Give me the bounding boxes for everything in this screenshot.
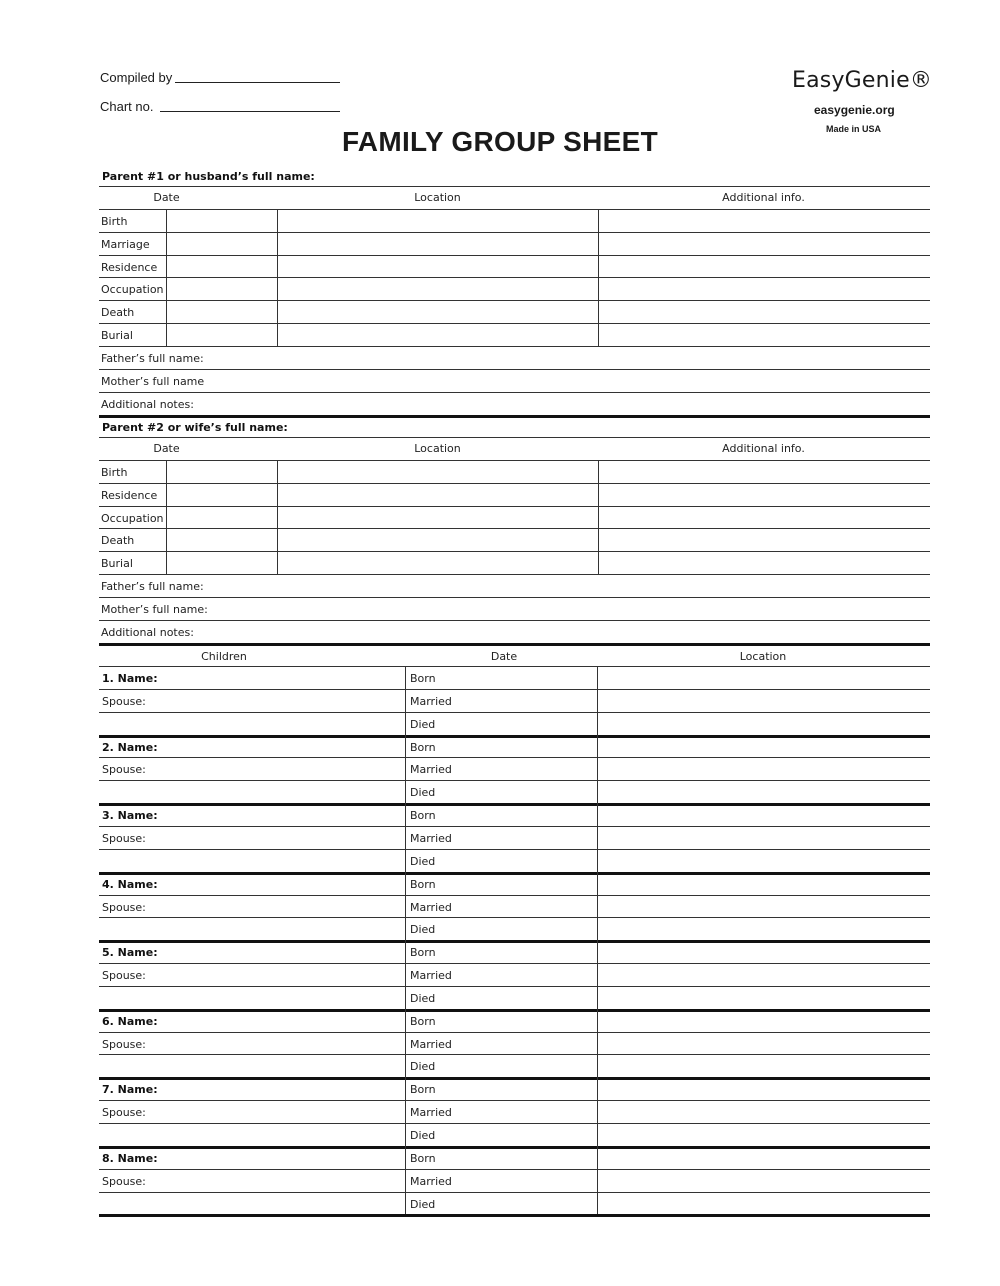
- child-location-field[interactable]: [599, 668, 927, 687]
- child-event-label: Died: [410, 1129, 436, 1142]
- child-location-field[interactable]: [599, 1034, 927, 1053]
- child-location-field[interactable]: [599, 851, 927, 870]
- parent2-location-field[interactable]: [279, 553, 596, 572]
- child-location-field[interactable]: [599, 1056, 927, 1075]
- child-name-label: 7. Name:: [102, 1083, 158, 1097]
- child-date-field[interactable]: [458, 782, 595, 801]
- column-divider: [166, 460, 167, 574]
- parent2-col-location: Location: [414, 442, 461, 455]
- child-event-label: Born: [410, 946, 436, 960]
- parent2-col-info: Additional info.: [722, 442, 805, 455]
- column-divider: [598, 209, 599, 346]
- child-event-label: Married: [410, 763, 452, 777]
- child-event-label: Married: [410, 831, 452, 845]
- child-row-line: [99, 712, 930, 713]
- parent2-date-field[interactable]: [168, 462, 275, 481]
- child-date-field[interactable]: [458, 737, 595, 756]
- column-divider: [405, 666, 406, 735]
- parent2-location-field[interactable]: [279, 485, 596, 504]
- parent1-father-name-line: [99, 369, 930, 370]
- compiled-by-label: Compiled by: [100, 70, 173, 85]
- child-name-field[interactable]: [170, 1148, 403, 1167]
- parent2-mother-name-field[interactable]: [230, 599, 927, 618]
- parent2-additional-notes-label: Additional notes:: [101, 625, 194, 639]
- child-location-field[interactable]: [599, 782, 927, 801]
- child-event-label: Died: [410, 923, 436, 937]
- child-event-label: Died: [410, 991, 436, 1005]
- child-date-field[interactable]: [458, 1034, 595, 1053]
- child-event-label: Married: [410, 969, 452, 983]
- parent2-mother-name-label: Mother’s full name:: [101, 602, 208, 616]
- parent1-col-info: Additional info.: [722, 191, 805, 204]
- child-date-field[interactable]: [458, 851, 595, 870]
- child-name-label: 8. Name:: [102, 1151, 158, 1165]
- column-divider: [597, 1077, 598, 1146]
- column-divider: [598, 460, 599, 574]
- parent2-mother-name-line: [99, 620, 930, 621]
- parent1-mother-name-label: Mother’s full name: [101, 374, 205, 388]
- child-location-field[interactable]: [599, 1011, 927, 1030]
- child-spouse-label: Spouse:: [102, 763, 146, 777]
- child-name-label: 5. Name:: [102, 946, 158, 960]
- parent2-father-name-line: [99, 597, 930, 598]
- child-date-field[interactable]: [458, 988, 595, 1007]
- child-row-line: [99, 1123, 930, 1124]
- child-location-field[interactable]: [599, 965, 927, 984]
- parent1-col-location: Location: [414, 191, 461, 204]
- parent2-date-field[interactable]: [168, 553, 275, 572]
- child-date-field[interactable]: [458, 1148, 595, 1167]
- child-spouse-field[interactable]: [170, 759, 403, 778]
- column-divider: [405, 940, 406, 1009]
- child-location-field[interactable]: [599, 1079, 927, 1098]
- child-row-line: [99, 917, 930, 918]
- child-row-line: [99, 780, 930, 781]
- parent1-event-line: [99, 232, 930, 233]
- child-location-field[interactable]: [599, 737, 927, 756]
- parent2-location-field[interactable]: [279, 530, 596, 549]
- child-event-label: Married: [410, 694, 452, 708]
- child-date-field[interactable]: [458, 1056, 595, 1075]
- parent1-heading-line: [99, 186, 930, 187]
- child-spouse-field[interactable]: [170, 691, 403, 710]
- children-col-children: Children: [201, 650, 247, 663]
- parent1-event-label: Residence: [101, 260, 158, 274]
- parent1-event-line: [99, 323, 930, 324]
- parent1-mother-name-line: [99, 392, 930, 393]
- parent2-event-label: Birth: [101, 465, 128, 479]
- parent1-info-field[interactable]: [600, 234, 927, 253]
- column-divider: [597, 940, 598, 1009]
- child-location-field[interactable]: [599, 1125, 927, 1144]
- parent2-father-name-label: Father’s full name:: [101, 580, 204, 594]
- child-location-field[interactable]: [599, 942, 927, 961]
- parent2-date-field[interactable]: [168, 530, 275, 549]
- child-spouse-label: Spouse:: [102, 900, 146, 914]
- parent2-col-date: Date: [153, 442, 180, 455]
- child-block-divider: [99, 1214, 930, 1217]
- child-event-label: Born: [410, 740, 436, 754]
- child-spouse-field[interactable]: [170, 1034, 403, 1053]
- made-in-text: Made in USA: [826, 124, 882, 134]
- child-date-field[interactable]: [458, 1171, 595, 1190]
- parent1-date-field[interactable]: [168, 302, 275, 321]
- child-event-label: Married: [410, 1106, 452, 1120]
- parent2-date-field[interactable]: [168, 485, 275, 504]
- child-event-label: Born: [410, 1014, 436, 1028]
- child-location-field[interactable]: [599, 828, 927, 847]
- page-title: FAMILY GROUP SHEET: [341, 126, 659, 157]
- child-date-field[interactable]: [458, 1011, 595, 1030]
- parent2-info-field[interactable]: [600, 553, 927, 572]
- child-spouse-field[interactable]: [170, 1102, 403, 1121]
- child-event-label: Born: [410, 809, 436, 823]
- brand-logo: EasyGenie®: [792, 68, 933, 93]
- child-name-label: 3. Name:: [102, 809, 158, 823]
- child-spouse-label: Spouse:: [102, 969, 146, 983]
- parent2-info-field[interactable]: [600, 530, 927, 549]
- parent2-event-label: Residence: [101, 488, 158, 502]
- parent1-event-label: Occupation: [101, 283, 164, 297]
- parent2-event-line: [99, 506, 930, 507]
- parent2-event-label: Burial: [101, 557, 133, 571]
- parent1-location-field[interactable]: [279, 302, 596, 321]
- column-divider: [405, 1146, 406, 1215]
- child-event-label: Born: [410, 672, 436, 685]
- parent1-info-field[interactable]: [600, 279, 927, 298]
- child-row-line: [99, 1169, 930, 1170]
- column-divider: [405, 803, 406, 872]
- parent1-info-field[interactable]: [600, 302, 927, 321]
- column-divider: [277, 460, 278, 574]
- child-event-label: Born: [410, 1083, 436, 1097]
- parent1-location-field[interactable]: [279, 257, 596, 276]
- parent2-event-line: [99, 551, 930, 552]
- parent1-event-label: Death: [101, 306, 135, 320]
- parent2-father-name-field[interactable]: [230, 576, 927, 595]
- child-date-field[interactable]: [458, 1102, 595, 1121]
- child-row-line: [99, 1054, 930, 1055]
- child-location-field[interactable]: [599, 691, 927, 710]
- child-date-field[interactable]: [458, 691, 595, 710]
- child-spouse-label: Spouse:: [102, 1037, 146, 1051]
- child-row-line: [99, 895, 930, 896]
- child-event-label: Married: [410, 1037, 452, 1051]
- children-col-date: Date: [490, 650, 518, 663]
- parent1-location-field[interactable]: [279, 325, 596, 344]
- child-event-label: Married: [410, 900, 452, 914]
- column-divider: [597, 1009, 598, 1078]
- child-location-field[interactable]: [599, 759, 927, 778]
- parent2-info-field[interactable]: [600, 508, 927, 527]
- child-date-field[interactable]: [458, 828, 595, 847]
- parent2-info-field[interactable]: [600, 485, 927, 504]
- child-spouse-label: Spouse:: [102, 694, 146, 708]
- child-location-field[interactable]: [599, 988, 927, 1007]
- parent1-date-field[interactable]: [168, 234, 275, 253]
- column-divider: [597, 803, 598, 872]
- child-name-field[interactable]: [170, 874, 403, 893]
- child-spouse-label: Spouse:: [102, 1174, 146, 1188]
- parent1-event-line: [99, 277, 930, 278]
- column-divider: [405, 1077, 406, 1146]
- column-divider: [597, 1146, 598, 1215]
- chart-no-label: Chart no.: [100, 99, 154, 114]
- child-row-line: [99, 986, 930, 987]
- child-date-field[interactable]: [458, 1125, 595, 1144]
- child-location-field[interactable]: [599, 805, 927, 824]
- child-spouse-field[interactable]: [170, 1171, 403, 1190]
- child-event-label: Born: [410, 1151, 436, 1165]
- child-row-line: [99, 1032, 930, 1033]
- child-location-field[interactable]: [599, 1102, 927, 1121]
- child-event-label: Born: [410, 877, 436, 891]
- child-event-label: Died: [410, 717, 436, 731]
- child-event-label: Died: [410, 1060, 436, 1074]
- child-location-field[interactable]: [599, 874, 927, 893]
- child-name-field[interactable]: [170, 668, 403, 687]
- child-spouse-field[interactable]: [170, 965, 403, 984]
- parent2-event-line: [99, 483, 930, 484]
- children-col-location: Location: [739, 650, 787, 663]
- website-text: easygenie.org: [814, 103, 895, 117]
- child-row-line: [99, 849, 930, 850]
- parent2-event-line: [99, 574, 930, 575]
- parent1-event-line: [99, 300, 930, 301]
- child-spouse-field[interactable]: [170, 828, 403, 847]
- parent1-event-line: [99, 255, 930, 256]
- parent1-event-label: Marriage: [101, 237, 150, 251]
- child-date-field[interactable]: [458, 1079, 595, 1098]
- parent1-info-field[interactable]: [600, 211, 927, 230]
- child-date-field[interactable]: [458, 874, 595, 893]
- child-spouse-label: Spouse:: [102, 831, 146, 845]
- parent1-location-field[interactable]: [279, 279, 596, 298]
- child-event-label: Died: [410, 854, 436, 868]
- child-row-line: [99, 757, 930, 758]
- parent1-info-field[interactable]: [600, 325, 927, 344]
- compiled-by-field[interactable]: [175, 82, 340, 83]
- parent1-heading: Parent #1 or husband’s full name:: [102, 170, 315, 183]
- parent1-additional-notes-field[interactable]: [230, 394, 927, 413]
- child-row-line: [99, 1100, 930, 1101]
- parent1-father-name-field[interactable]: [230, 348, 927, 367]
- child-date-field[interactable]: [458, 1194, 595, 1213]
- child-location-field[interactable]: [599, 714, 927, 733]
- child-location-field[interactable]: [599, 1194, 927, 1213]
- chart-no-field[interactable]: [160, 111, 340, 112]
- parent2-additional-notes-field[interactable]: [230, 622, 927, 641]
- column-divider: [405, 872, 406, 941]
- child-row-line: [99, 963, 930, 964]
- column-divider: [405, 735, 406, 804]
- child-date-field[interactable]: [458, 942, 595, 961]
- parent2-additional-notes-line: [99, 643, 930, 646]
- column-divider: [597, 872, 598, 941]
- children-colheader-line: [99, 666, 930, 667]
- parent1-date-field[interactable]: [168, 211, 275, 230]
- child-location-field[interactable]: [599, 1171, 927, 1190]
- child-date-field[interactable]: [458, 714, 595, 733]
- parent1-location-field[interactable]: [279, 234, 596, 253]
- child-name-field[interactable]: [170, 942, 403, 961]
- child-event-label: Died: [410, 1197, 436, 1211]
- child-date-field[interactable]: [458, 805, 595, 824]
- child-row-line: [99, 689, 930, 690]
- child-name-label: 2. Name:: [102, 740, 158, 754]
- child-row-line: [99, 826, 930, 827]
- column-divider: [277, 209, 278, 346]
- parent2-heading-line: [99, 437, 930, 438]
- child-date-field[interactable]: [458, 897, 595, 916]
- parent2-event-label: Death: [101, 534, 135, 548]
- parent2-location-field[interactable]: [279, 462, 596, 481]
- parent2-info-field[interactable]: [600, 462, 927, 481]
- parent2-heading: Parent #2 or wife’s full name:: [102, 421, 288, 434]
- column-divider: [597, 735, 598, 804]
- parent1-event-label: Birth: [101, 214, 128, 228]
- parent2-event-line: [99, 528, 930, 529]
- parent1-father-name-label: Father’s full name:: [101, 351, 204, 365]
- child-name-field[interactable]: [170, 805, 403, 824]
- child-event-label: Married: [410, 1174, 452, 1188]
- child-name-label: 6. Name:: [102, 1014, 158, 1028]
- child-name-field[interactable]: [170, 737, 403, 756]
- column-divider: [166, 209, 167, 346]
- parent2-colheader-line: [99, 460, 930, 461]
- parent1-location-field[interactable]: [279, 211, 596, 230]
- child-date-field[interactable]: [458, 965, 595, 984]
- child-location-field[interactable]: [599, 1148, 927, 1167]
- parent1-event-line: [99, 346, 930, 347]
- child-date-field[interactable]: [458, 668, 595, 687]
- child-location-field[interactable]: [599, 897, 927, 916]
- parent1-additional-notes-line: [99, 415, 930, 418]
- parent1-event-label: Burial: [101, 329, 133, 343]
- parent1-col-date: Date: [153, 191, 180, 204]
- child-name-label: 1. Name:: [102, 672, 158, 685]
- parent1-info-field[interactable]: [600, 257, 927, 276]
- parent1-additional-notes-label: Additional notes:: [101, 397, 194, 411]
- column-divider: [405, 1009, 406, 1078]
- child-location-field[interactable]: [599, 919, 927, 938]
- parent1-mother-name-field[interactable]: [230, 371, 927, 390]
- child-event-label: Died: [410, 786, 436, 800]
- child-spouse-field[interactable]: [170, 897, 403, 916]
- child-spouse-label: Spouse:: [102, 1106, 146, 1120]
- parent2-location-field[interactable]: [279, 508, 596, 527]
- child-date-field[interactable]: [458, 919, 595, 938]
- parent1-date-field[interactable]: [168, 325, 275, 344]
- parent2-event-label: Occupation: [101, 511, 164, 525]
- parent1-date-field[interactable]: [168, 279, 275, 298]
- child-name-field[interactable]: [170, 1011, 403, 1030]
- child-row-line: [99, 1192, 930, 1193]
- column-divider: [597, 666, 598, 735]
- parent2-date-field[interactable]: [168, 508, 275, 527]
- child-date-field[interactable]: [458, 759, 595, 778]
- parent1-date-field[interactable]: [168, 257, 275, 276]
- child-name-field[interactable]: [170, 1079, 403, 1098]
- child-name-label: 4. Name:: [102, 877, 158, 891]
- parent1-colheader-line: [99, 209, 930, 210]
